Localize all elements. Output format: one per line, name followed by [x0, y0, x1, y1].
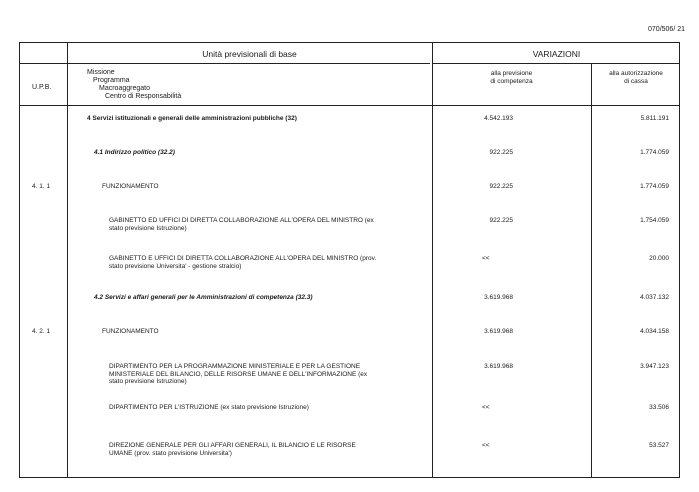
row-upb: 4. 2. 1 [32, 328, 51, 335]
row-description-line: DIPARTIMENTO PER LA PROGRAMMAZIONE MINISTERIALE E PER LA GESTIONE [109, 363, 361, 370]
row-description-line: 4.1 Indirizzo politico (32.2) [94, 149, 175, 156]
row-description-line: stato previsione Istruzione) [109, 224, 187, 232]
table-row [20, 183, 679, 193]
row-cassa: 1.774.059 [640, 183, 669, 190]
row-description [102, 328, 159, 336]
header-centro-line: Centro di Responsabilità [105, 93, 182, 100]
row-description-line: stato previsione Istruzione) [109, 378, 187, 385]
header-cassa [591, 70, 681, 85]
row-description-line: MINISTERIALE DEL BILANCIO, DELLE RISORSE UMANE E DELL'INFORMAZIONE (ex [109, 370, 368, 378]
table-row [20, 255, 679, 270]
row-cassa: 4.037.132 [640, 294, 669, 301]
budget-table [19, 42, 680, 478]
header-macroaggregato-line: Macroaggregato [99, 85, 150, 92]
table-row [20, 217, 679, 232]
row-description [109, 217, 374, 232]
row-description-line: GABINETTO ED UFFICI DI DIRETTA COLLABORAZIONE ALL'OPERA DEL MINISTRO (ex [109, 217, 374, 224]
row-cassa: 4.034.158 [640, 328, 669, 335]
header-cassa-line: alla autorizzazione [609, 70, 663, 77]
row-cassa: 1.774.059 [640, 149, 669, 156]
header-cassa-line: di cassa [624, 77, 648, 85]
row-competenza: 922.225 [489, 149, 513, 156]
row-description-line: GABINETTO E UFFICI DI DIRETTA COLLABORAZIONE ALL'OPERA DEL MINISTRO (prov. [109, 255, 377, 262]
table-row [20, 363, 679, 385]
table-row [20, 328, 679, 338]
row-description [94, 149, 175, 157]
row-description [109, 404, 309, 412]
row-competenza: 922.225 [489, 183, 513, 190]
row-competenza: << [482, 442, 490, 449]
header-competenza-line: di competenza [490, 77, 533, 85]
table-row [20, 294, 679, 304]
row-description-line: FUNZIONAMENTO [102, 183, 159, 190]
row-cassa: 33.506 [649, 404, 669, 411]
row-cassa: 3.947.123 [640, 363, 669, 370]
row-competenza: 3.619.968 [484, 328, 513, 335]
row-description-line: 4.2 Servizi e affari generali per le Amministrazioni di competenza (32.3) [94, 294, 313, 301]
header-competenza-line: alla previsione [490, 70, 533, 77]
divider-cassa [591, 63, 592, 477]
table-row [20, 149, 679, 159]
table-row [20, 404, 679, 414]
row-description [87, 115, 297, 123]
header-unita: Unità previsionali di base [202, 49, 297, 59]
row-upb: 4. 1. 1 [32, 183, 51, 190]
header-variazioni: VARIAZIONI [532, 49, 581, 59]
row-cassa: 53.527 [649, 442, 669, 449]
row-cassa: 5.811.191 [640, 115, 669, 122]
row-description-line: 4 Servizi istituzionali e generali delle amministrazioni pubbliche (32) [87, 115, 297, 122]
row-cassa: 20.000 [649, 255, 669, 262]
header-competenza [432, 70, 591, 85]
row-description [109, 255, 376, 270]
divider-variazioni-head [432, 63, 679, 64]
row-competenza: 4.542.193 [484, 115, 513, 122]
document-reference: 070/506/ 21 [648, 26, 685, 33]
row-cassa: 1.754.059 [640, 217, 669, 224]
divider-unita-head [20, 63, 430, 64]
row-description [109, 363, 367, 386]
row-description [109, 442, 356, 457]
row-description [94, 294, 313, 302]
header-programma-line: Programma [93, 77, 130, 84]
header-upb: U.P.B. [32, 84, 52, 91]
row-competenza: 3.619.968 [484, 294, 513, 301]
table-row [20, 115, 679, 125]
divider-header-bottom [20, 105, 679, 106]
row-competenza: << [482, 404, 490, 411]
header-missione-line: Missione [87, 69, 115, 76]
row-competenza: 3.619.968 [484, 363, 513, 370]
row-description [102, 183, 159, 191]
row-description-line: DIREZIONE GENERALE PER GLI AFFARI GENERALI, IL BILANCIO E LE RISORSE [109, 442, 356, 449]
row-competenza: 922.225 [489, 217, 513, 224]
table-row [20, 442, 679, 457]
row-description-line: stato previsione Universita' - gestione stralcio) [109, 262, 242, 270]
row-description-line: UMANE (prov. stato previsione Universita') [109, 449, 232, 457]
header-missione [87, 69, 181, 101]
row-description-line: FUNZIONAMENTO [102, 328, 159, 335]
row-description-line: DIPARTIMENTO PER L'ISTRUZIONE (ex stato previsione Istruzione) [109, 404, 309, 411]
row-competenza: << [482, 255, 490, 262]
